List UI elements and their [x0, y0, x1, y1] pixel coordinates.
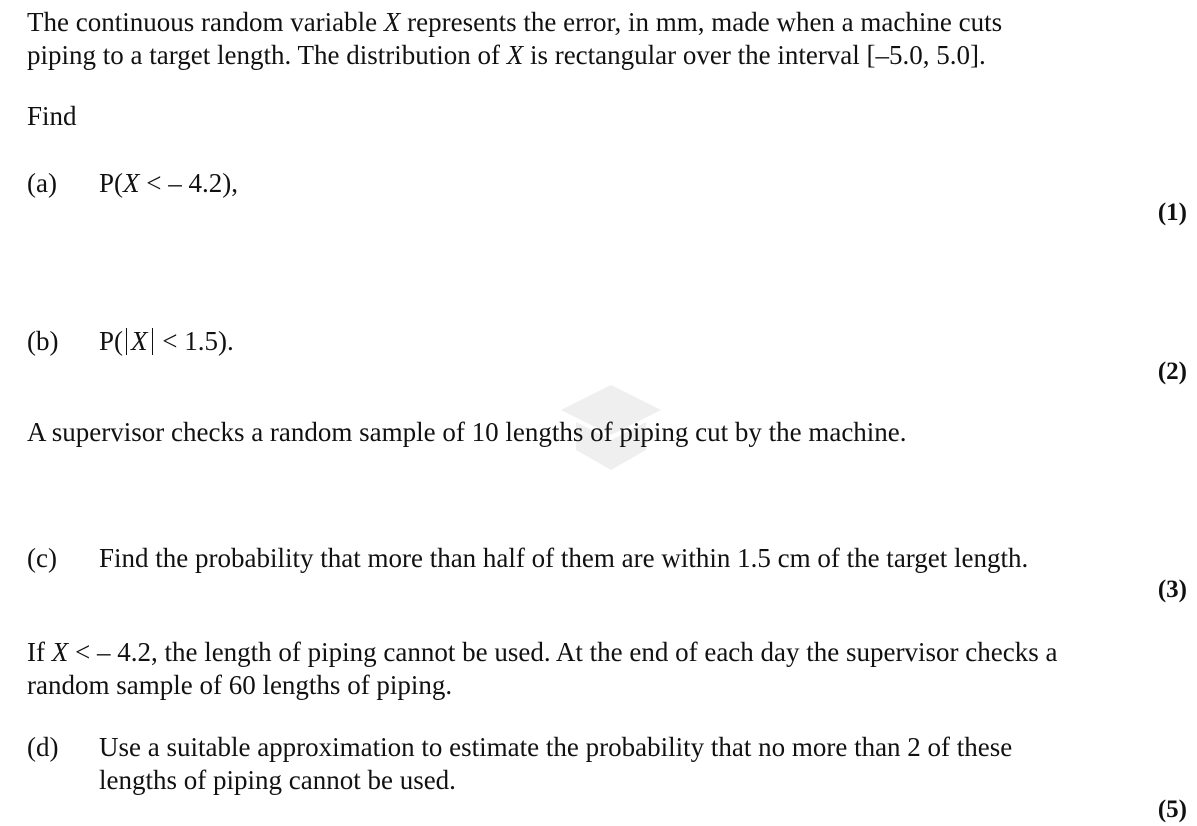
part-a-marks: (1) — [1157, 199, 1187, 226]
intro-paragraph — [27, 6, 1002, 72]
variable-x: X — [51, 637, 69, 667]
absolute-value-x: X — [126, 328, 153, 355]
part-d-line-1: Use a suitable approximation to estimate the probability that no more than 2 of these — [99, 732, 1013, 762]
part-d-label: (d) — [27, 732, 59, 762]
variable-x: X — [123, 168, 140, 198]
part-c-label: (c) — [27, 543, 57, 573]
part-c-marks: (3) — [1157, 576, 1187, 603]
part-b-marks: (2) — [1157, 358, 1187, 385]
condition-line-1: If X < – 4.2, the length of piping cannot be used. At the end of each day the supervisor checks a — [27, 637, 1058, 667]
supervisor-text: A supervisor checks a random sample of 10 lengths of piping cut by the machine. — [27, 417, 907, 447]
variable-x: X — [506, 39, 524, 70]
part-a-label: (a) — [27, 168, 57, 198]
variable-x: X — [383, 7, 401, 37]
condition-paragraph — [27, 636, 1057, 702]
condition-line-2: random sample of 60 lengths of piping. — [27, 669, 453, 700]
intro-line-2: piping to a target length. The distribution of X is rectangular over the interval [–5.0, 5.0]. — [27, 39, 986, 70]
part-d-line-2: lengths of piping cannot be used. — [99, 764, 456, 795]
part-d-question — [99, 731, 1012, 797]
part-a-question: P(X < – 4.2), — [99, 168, 238, 198]
part-d-marks: (5) — [1157, 796, 1187, 823]
find-label: Find — [27, 101, 77, 131]
part-b-question: P( X < 1.5). — [99, 326, 234, 356]
intro-line-1: The continuous random variable X represents the error, in mm, made when a machine cuts — [27, 7, 1003, 37]
part-c-question: Find the probability that more than half of them are within 1.5 cm of the target length. — [99, 543, 1029, 573]
part-b-label: (b) — [27, 326, 59, 356]
